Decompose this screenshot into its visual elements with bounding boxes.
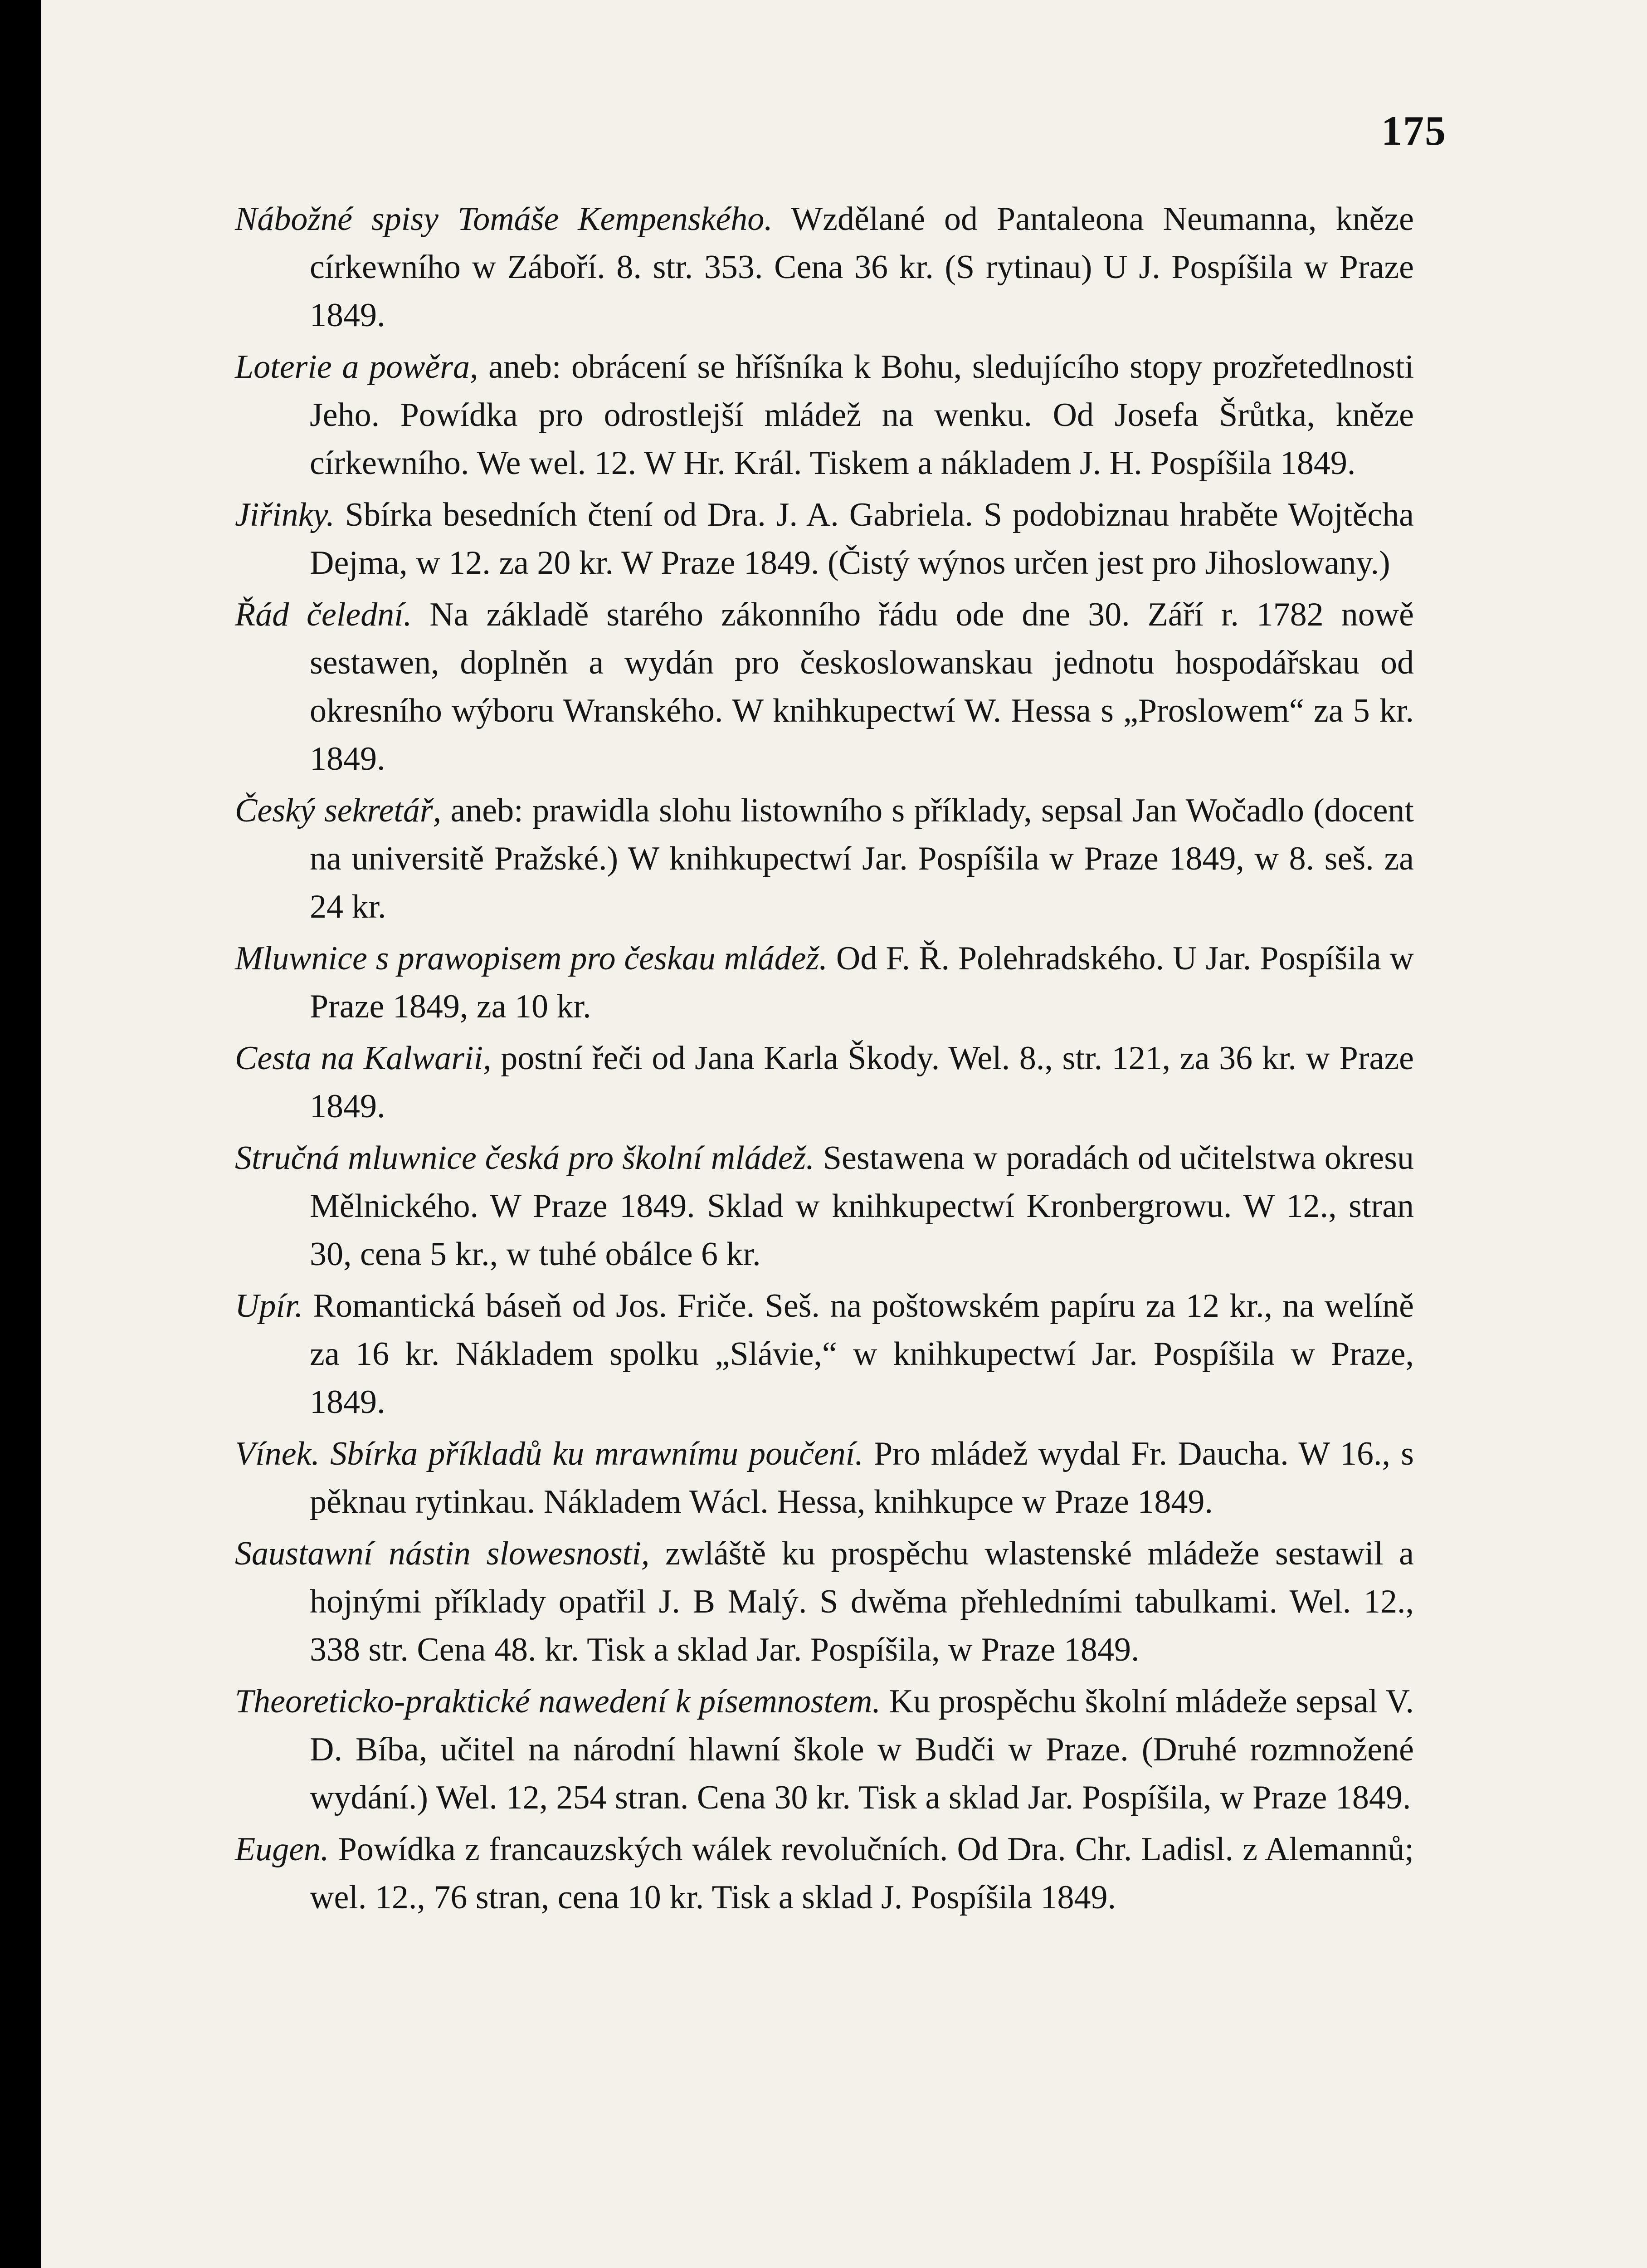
catalog-entries <box>235 195 1414 1925</box>
entry-title: Nábožné spisy Tomáše Kempenského. <box>235 200 773 238</box>
catalog-entry <box>235 1134 1414 1278</box>
entry-title: Cesta na Kalwarii, <box>235 1040 492 1077</box>
catalog-entry <box>235 491 1414 587</box>
entry-title: Upír. <box>235 1287 303 1325</box>
entry-title: Theoreticko-praktické nawedení k písemnostem. <box>235 1683 881 1720</box>
entry-text: postní řeči od Jana Karla Škody. Wel. 8., str. 121, za 36 kr. w Praze 1849. <box>310 1040 1414 1125</box>
catalog-entry <box>235 787 1414 931</box>
entry-text: Romantická báseň od Jos. Friče. Seš. na poštowském papíru za 12 kr., na welíně za 16 kr. Nákladem spolku „Slávie,“ w knihkupectwí Jar. Pospíšila w Praze, 1849. <box>303 1287 1414 1421</box>
entry-title: Řád čelední. <box>235 596 412 633</box>
entry-text: Wzdělané od Pantaleona Neumanna, kněze církewního w Záboří. 8. str. 353. Cena 36 kr. (S rytinau) U J. Pospíšila w Praze 1849. <box>310 200 1414 334</box>
catalog-entry <box>235 1282 1414 1426</box>
book-page <box>41 0 1647 2268</box>
entry-title: Saustawní nástin slowesnosti, <box>235 1535 650 1572</box>
entry-text: Od F. Ř. Polehradského. U Jar. Pospíšila w Praze 1849, za 10 kr. <box>310 940 1414 1025</box>
entry-text: Ku prospěchu školní mládeže sepsal V. D. Bíba, učitel na národní hlawní škole w Budči w Praze. (Druhé rozmnožené wydání.) Wel. 12, 254 stran. Cena 30 kr. Tisk a sklad Jar. Pospíšila, w Praze 1849. <box>310 1683 1414 1816</box>
entry-text: Sestawena w poradách od učitelstwa okresu Mělnického. W Praze 1849. Sklad w knihkupectwí Kronbergrowu. W 12., stran 30, cena 5 kr., w tuhé obálce 6 kr. <box>310 1139 1414 1273</box>
catalog-entry <box>235 591 1414 783</box>
catalog-entry <box>235 1677 1414 1822</box>
catalog-entry <box>235 1530 1414 1674</box>
catalog-entry <box>235 1430 1414 1526</box>
entry-title: Loterie a powěra, <box>235 348 478 386</box>
entry-text: aneb: obrácení se hříšníka k Bohu, sledujícího stopy prozřetedlnosti Jeho. Powídka pro odrostlejší mládež na wenku. Od Josefa Šrůtka, kněze církewního. We wel. 12. W Hr. Král. Tiskem a nákladem J. H. Pospíšila 1849. <box>310 348 1414 482</box>
page-number: 175 <box>1381 108 1447 154</box>
entry-text: zwláště ku prospěchu wlastenské mládeže sestawil a hojnými příklady opatřil J. B Malý. S dwěma přehledními tabulkami. Wel. 12., 338 str. Cena 48. kr. Tisk a sklad Jar. Pospíšila, w Praze 1849. <box>310 1535 1414 1668</box>
entry-title: Český sekretář, <box>235 792 442 829</box>
entry-text: aneb: prawidla slohu listowního s příklady, sepsal Jan Wočadlo (docent na universitě Pražské.) W knihkupectwí Jar. Pospíšila w Praze 1849, w 8. seš. za 24 kr. <box>310 792 1414 925</box>
catalog-entry <box>235 934 1414 1031</box>
entry-text: Na základě starého zákonního řádu ode dne 30. Září r. 1782 nowě sestawen, doplněn a wydán pro českoslowanskau jednotu hospodářskau od okresního wýboru Wranského. W knihkupectwí W. Hessa s „Proslowem“ za 5 kr. 1849. <box>310 596 1414 777</box>
entry-text: Pro mládež wydal Fr. Daucha. W 16., s pěknau rytinkau. Nákladem Wácl. Hessa, knihkupce w Praze 1849. <box>310 1435 1414 1520</box>
entry-title: Eugen. <box>235 1831 329 1868</box>
catalog-entry <box>235 1034 1414 1130</box>
entry-text: Powídka z francauzských wálek revolučních. Od Dra. Chr. Ladisl. z Alemannů; wel. 12., 76 stran, cena 10 kr. Tisk a sklad J. Pospíšila 1849. <box>310 1831 1414 1916</box>
catalog-entry <box>235 195 1414 339</box>
entry-title: Vínek. Sbírka příkladů ku mrawnímu poučení. <box>235 1435 863 1472</box>
entry-title: Mluwnice s prawopisem pro českau mládež. <box>235 940 828 977</box>
entry-title: Stručná mluwnice česká pro školní mládež. <box>235 1139 814 1177</box>
entry-text: Sbírka besedních čtení od Dra. J. A. Gabriela. S podobiznau hraběte Wojtěcha Dejma, w 12. za 20 kr. W Praze 1849. (Čistý wýnos určen jest pro Jihoslowany.) <box>310 496 1414 582</box>
catalog-entry <box>235 1825 1414 1921</box>
entry-title: Jiřinky. <box>235 496 335 533</box>
catalog-entry <box>235 343 1414 487</box>
